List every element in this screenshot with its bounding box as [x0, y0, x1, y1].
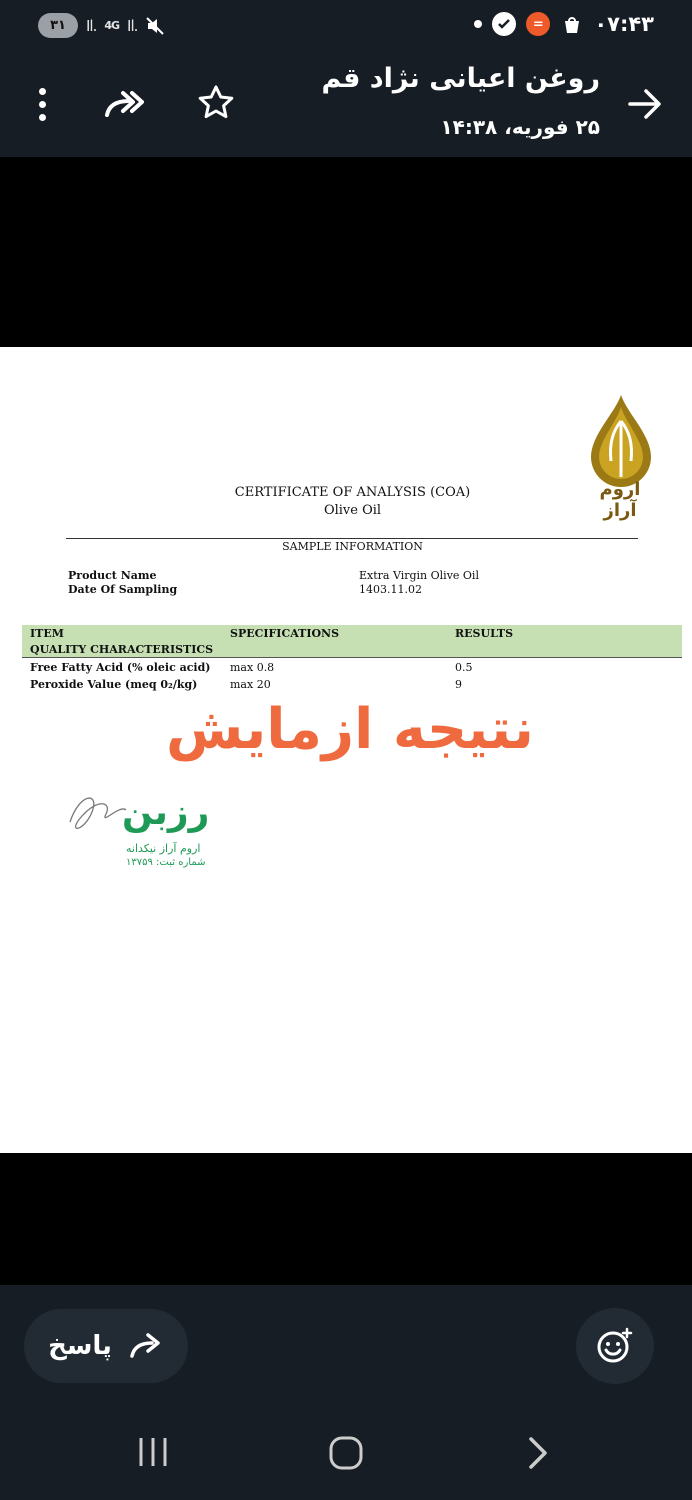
status-bar: [0, 0, 692, 55]
status-left: [38, 13, 165, 38]
forward-icon[interactable]: [103, 87, 145, 123]
signal-icon-2: Il.: [127, 16, 138, 35]
network-type: 4G: [104, 19, 120, 32]
certificate-title: CERTIFICATE OF ANALYSIS (COA): [234, 485, 471, 500]
clock: ۰۷:۴۳: [594, 12, 654, 36]
col-header-results: RESULTS: [455, 627, 514, 640]
more-options-icon[interactable]: [30, 85, 54, 125]
sampling-date-label: Date Of Sampling: [68, 583, 178, 596]
signal-icon: Il.: [86, 16, 97, 35]
chat-title: روغن اعیانی نژاد قم: [321, 63, 600, 94]
sampling-date-value: 1403.11.02: [359, 583, 422, 596]
col-header-item: ITEM: [30, 627, 64, 640]
shopping-bag-icon: [560, 12, 584, 36]
product-name-label: Product Name: [68, 569, 157, 582]
bottom-bar: [0, 1285, 692, 1500]
table-row-result: 9: [455, 678, 462, 691]
status-right: [474, 12, 654, 36]
section-heading: SAMPLE INFORMATION: [282, 540, 423, 553]
stamp-brand: رزبن: [122, 792, 210, 833]
notification-dot: [474, 20, 482, 28]
reply-button[interactable]: [24, 1309, 188, 1383]
home-icon[interactable]: [328, 1435, 364, 1471]
company-stamp: [62, 772, 222, 882]
certificate-subtitle: Olive Oil: [323, 503, 382, 518]
mute-icon: [145, 16, 165, 36]
col-header-specifications: SPECIFICATIONS: [230, 627, 340, 640]
reply-arrow-icon: [128, 1332, 164, 1360]
table-row-item: Free Fatty Acid (% oleic acid): [30, 661, 211, 674]
reply-label: پاسخ: [48, 1331, 112, 1361]
table-header-rule: [22, 657, 682, 658]
emoji-reaction-button[interactable]: [576, 1308, 654, 1384]
stamp-line-2: شماره ثبت: ۱۳۷۵۹: [126, 857, 206, 868]
brand-logo-text: اروم آراز: [599, 479, 641, 521]
divider: [66, 538, 638, 539]
table-row-spec: max 0.8: [230, 661, 275, 674]
table-row-result: 0.5: [455, 661, 473, 674]
quality-characteristics-label: QUALITY CHARACTERISTICS: [30, 643, 214, 656]
overlay-caption: نتیجه ازمایش: [166, 697, 534, 762]
certificate-image[interactable]: [0, 347, 692, 1153]
table-row-spec: max 20: [230, 678, 271, 691]
back-arrow-icon[interactable]: [626, 85, 664, 123]
battery-indicator: ۳۱: [38, 13, 78, 38]
app-badge-icon: =: [526, 12, 550, 36]
emoji-add-icon: [596, 1327, 634, 1365]
table-row-item: Peroxide Value (meq 0₂/kg): [30, 678, 198, 691]
message-date: ۲۵ فوریه، ۱۴:۳۸: [440, 115, 600, 139]
top-app-bar: [0, 55, 692, 157]
star-icon[interactable]: [196, 83, 236, 123]
product-name-value: Extra Virgin Olive Oil: [359, 569, 479, 582]
back-nav-icon[interactable]: [525, 1435, 553, 1471]
recent-apps-icon[interactable]: [136, 1435, 170, 1469]
shield-icon: [492, 12, 516, 36]
stamp-line-1: اروم آراز نیکدانه: [126, 842, 201, 855]
